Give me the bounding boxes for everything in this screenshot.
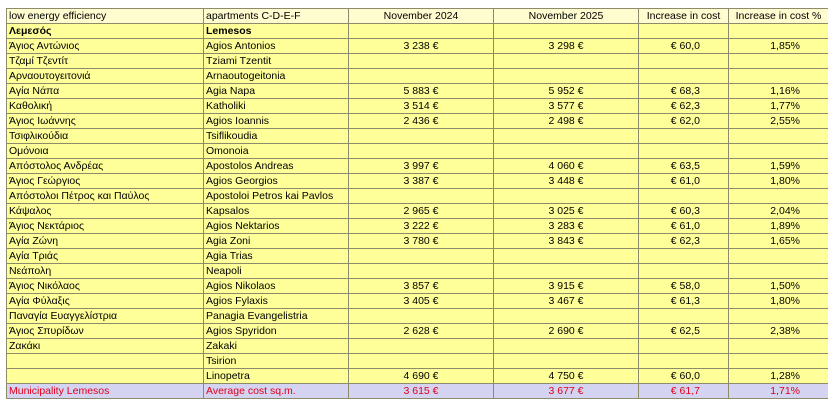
cell-nov2024[interactable] [349, 339, 494, 354]
cell-increase[interactable] [639, 144, 729, 159]
cell-increase[interactable]: € 61,0 [639, 219, 729, 234]
header-greek[interactable]: low energy efficiency [7, 9, 204, 24]
cell-nov2024[interactable]: 2 628 € [349, 324, 494, 339]
cell-nov2025[interactable] [494, 264, 639, 279]
header-nov2024[interactable]: November 2024 [349, 9, 494, 24]
cell-nov2024[interactable] [349, 264, 494, 279]
cell-latin[interactable]: Panagia Evangelistria [204, 309, 349, 324]
table-row [7, 114, 829, 129]
cell-increase-pct[interactable] [729, 54, 829, 69]
cell-greek[interactable]: Ομόνοια [7, 144, 204, 159]
cell-latin[interactable]: Agia Zoni [204, 234, 349, 249]
cell-increase-pct[interactable] [729, 144, 829, 159]
cell-latin[interactable]: Agios Ioannis [204, 114, 349, 129]
cell-latin[interactable]: Tziami Tzentit [204, 54, 349, 69]
cell-latin[interactable]: Apostolos Andreas [204, 159, 349, 174]
cell-greek[interactable]: Αγία Τριάς [7, 249, 204, 264]
table-row [7, 369, 829, 384]
cell-nov2024[interactable]: 3 222 € [349, 219, 494, 234]
cell-increase[interactable]: € 62,3 [639, 99, 729, 114]
cell-nov2024[interactable]: 3 997 € [349, 159, 494, 174]
cell-nov2024[interactable] [349, 309, 494, 324]
cell-increase-pct[interactable]: 1,77% [729, 99, 829, 114]
table-row [7, 129, 829, 144]
cell-increase-pct[interactable] [729, 69, 829, 84]
cell-latin[interactable]: Tsiflikoudia [204, 129, 349, 144]
cell-increase[interactable] [639, 339, 729, 354]
cell-nov2024[interactable] [349, 354, 494, 369]
empty-cell[interactable] [639, 24, 729, 39]
cell-greek[interactable]: Απόστολος Ανδρέας [7, 159, 204, 174]
table-row [7, 69, 829, 84]
cell-increase-pct[interactable] [729, 249, 829, 264]
cell-greek[interactable] [7, 354, 204, 369]
cell-nov2024[interactable] [349, 144, 494, 159]
cell-increase[interactable] [639, 264, 729, 279]
table-row [7, 174, 829, 189]
cell-increase-pct[interactable] [729, 129, 829, 144]
cell-increase[interactable] [639, 69, 729, 84]
header-row [7, 9, 829, 24]
total-cell-increase[interactable]: € 61,7 [639, 384, 729, 399]
cell-nov2024[interactable] [349, 249, 494, 264]
cell-increase[interactable] [639, 189, 729, 204]
cell-greek[interactable] [7, 369, 204, 384]
cell-nov2025[interactable] [494, 339, 639, 354]
cell-increase[interactable]: € 68,3 [639, 84, 729, 99]
cell-increase[interactable] [639, 354, 729, 369]
table-row [7, 234, 829, 249]
cell-latin[interactable]: Agios Nikolaos [204, 279, 349, 294]
cost-table [6, 8, 828, 399]
cell-increase-pct[interactable]: 1,28% [729, 369, 829, 384]
empty-cell[interactable] [349, 24, 494, 39]
cell-nov2025[interactable] [494, 189, 639, 204]
table-row [7, 159, 829, 174]
cell-latin[interactable]: Agia Trias [204, 249, 349, 264]
cell-nov2025[interactable] [494, 354, 639, 369]
cell-increase-pct[interactable] [729, 339, 829, 354]
cell-greek[interactable]: Απόστολοι Πέτρος και Παύλος [7, 189, 204, 204]
cell-latin[interactable]: Agios Spyridon [204, 324, 349, 339]
cell-nov2025[interactable] [494, 249, 639, 264]
cell-increase[interactable]: € 60,0 [639, 39, 729, 54]
cell-latin[interactable]: Zakaki [204, 339, 349, 354]
header-nov2025[interactable]: November 2025 [494, 9, 639, 24]
cell-greek[interactable]: Ζακάκι [7, 339, 204, 354]
spreadsheet [6, 0, 828, 408]
cell-greek[interactable]: Παναγία Ευαγγελίστρια [7, 309, 204, 324]
cell-greek[interactable]: Άγιος Αντώνιος [7, 39, 204, 54]
table-row [7, 219, 829, 234]
total-row [7, 384, 829, 399]
cell-increase[interactable]: € 62,5 [639, 324, 729, 339]
cell-nov2024[interactable]: 3 780 € [349, 234, 494, 249]
cell-increase-pct[interactable] [729, 309, 829, 324]
total-cell-nov2025[interactable]: 3 677 € [494, 384, 639, 399]
total-cell-latin[interactable]: Average cost sq.m. [204, 384, 349, 399]
cell-greek[interactable]: Αγία Ζώνη [7, 234, 204, 249]
cell-nov2025[interactable] [494, 54, 639, 69]
cell-nov2024[interactable]: 3 857 € [349, 279, 494, 294]
table-row [7, 189, 829, 204]
cell-latin[interactable]: Linopetra [204, 369, 349, 384]
table-row [7, 39, 829, 54]
cell-nov2024[interactable]: 4 690 € [349, 369, 494, 384]
cell-latin[interactable]: Kapsalos [204, 204, 349, 219]
cell-increase[interactable]: € 60,0 [639, 369, 729, 384]
total-cell-greek[interactable]: Municipality Lemesos [7, 384, 204, 399]
total-cell-increase-pct[interactable]: 1,71% [729, 384, 829, 399]
cell-nov2025[interactable] [494, 129, 639, 144]
cell-greek[interactable]: Κάψαλος [7, 204, 204, 219]
cell-greek[interactable]: Άγιος Νικόλαος [7, 279, 204, 294]
cell-nov2025[interactable] [494, 144, 639, 159]
cell-nov2024[interactable]: 5 883 € [349, 84, 494, 99]
cell-greek[interactable]: Τζαμί Τζεντίτ [7, 54, 204, 69]
total-cell-nov2024[interactable]: 3 615 € [349, 384, 494, 399]
cell-increase-pct[interactable]: 1,85% [729, 39, 829, 54]
table-row [7, 84, 829, 99]
cell-nov2024[interactable]: 2 965 € [349, 204, 494, 219]
cell-increase-pct[interactable] [729, 264, 829, 279]
cell-increase-pct[interactable]: 2,55% [729, 114, 829, 129]
region-greek[interactable]: Λεμεσός [7, 24, 204, 39]
cell-greek[interactable]: Αρναουτογειτονιά [7, 69, 204, 84]
cell-increase[interactable]: € 62,0 [639, 114, 729, 129]
cell-nov2024[interactable] [349, 69, 494, 84]
cell-nov2024[interactable] [349, 54, 494, 69]
table-row [7, 54, 829, 69]
table-row [7, 144, 829, 159]
cell-latin[interactable]: Omonoia [204, 144, 349, 159]
cropped-row-above [6, 0, 828, 8]
cell-nov2024[interactable]: 2 436 € [349, 114, 494, 129]
header-increase[interactable]: Increase in cost [639, 9, 729, 24]
cell-nov2025[interactable] [494, 69, 639, 84]
cell-increase-pct[interactable]: 2,38% [729, 324, 829, 339]
cell-increase-pct[interactable] [729, 189, 829, 204]
cell-increase[interactable] [639, 54, 729, 69]
cell-greek[interactable]: Άγιος Ιωάννης [7, 114, 204, 129]
cell-nov2025[interactable]: 3 577 € [494, 99, 639, 114]
table-row [7, 264, 829, 279]
table-row [7, 354, 829, 369]
table-row [7, 204, 829, 219]
cell-nov2025[interactable]: 3 915 € [494, 279, 639, 294]
cell-increase[interactable]: € 61,0 [639, 174, 729, 189]
cell-nov2025[interactable]: 3 283 € [494, 219, 639, 234]
cell-latin[interactable]: Agios Georgios [204, 174, 349, 189]
cell-nov2025[interactable]: 4 060 € [494, 159, 639, 174]
cell-latin[interactable]: Tsirion [204, 354, 349, 369]
cell-nov2025[interactable]: 3 467 € [494, 294, 639, 309]
cell-nov2025[interactable]: 3 448 € [494, 174, 639, 189]
cell-greek[interactable]: Καθολική [7, 99, 204, 114]
cell-latin[interactable]: Katholiki [204, 99, 349, 114]
cell-increase-pct[interactable]: 1,59% [729, 159, 829, 174]
cell-increase[interactable] [639, 129, 729, 144]
cell-greek[interactable]: Άγιος Γεώργιος [7, 174, 204, 189]
table-row [7, 249, 829, 264]
cell-greek[interactable]: Άγιος Νεκτάριος [7, 219, 204, 234]
cell-greek[interactable]: Αγία Φύλαξις [7, 294, 204, 309]
cell-nov2024[interactable]: 3 387 € [349, 174, 494, 189]
empty-cell[interactable] [729, 24, 829, 39]
cell-increase-pct[interactable]: 1,50% [729, 279, 829, 294]
cell-increase[interactable]: € 62,3 [639, 234, 729, 249]
cell-greek[interactable]: Νεάπολη [7, 264, 204, 279]
cell-greek[interactable]: Αγία Νάπα [7, 84, 204, 99]
cell-increase-pct[interactable] [729, 354, 829, 369]
cell-increase[interactable]: € 58,0 [639, 279, 729, 294]
cell-increase-pct[interactable]: 1,80% [729, 174, 829, 189]
cell-nov2024[interactable] [349, 189, 494, 204]
cell-increase[interactable]: € 63,5 [639, 159, 729, 174]
header-latin[interactable]: apartments C-D-E-F [204, 9, 349, 24]
cell-increase-pct[interactable]: 1,65% [729, 234, 829, 249]
empty-cell[interactable] [494, 24, 639, 39]
cell-nov2025[interactable]: 4 750 € [494, 369, 639, 384]
cell-latin[interactable]: Arnaoutogeitonia [204, 69, 349, 84]
cell-increase[interactable]: € 61,3 [639, 294, 729, 309]
cell-greek[interactable]: Τσιφλικούδια [7, 129, 204, 144]
region-row [7, 24, 829, 39]
cell-increase[interactable] [639, 309, 729, 324]
cell-latin[interactable]: Apostoloi Petros kai Pavlos [204, 189, 349, 204]
cell-latin[interactable]: Agios Fylaxis [204, 294, 349, 309]
cell-increase[interactable] [639, 249, 729, 264]
region-latin[interactable]: Lemesos [204, 24, 349, 39]
table-body [7, 9, 829, 399]
table-row [7, 279, 829, 294]
table-row [7, 99, 829, 114]
cell-increase[interactable]: € 60,3 [639, 204, 729, 219]
cell-increase-pct[interactable]: 1,16% [729, 84, 829, 99]
cell-latin[interactable]: Neapoli [204, 264, 349, 279]
cell-latin[interactable]: Agios Antonios [204, 39, 349, 54]
cell-nov2025[interactable]: 2 498 € [494, 114, 639, 129]
table-row [7, 339, 829, 354]
cell-nov2025[interactable]: 3 025 € [494, 204, 639, 219]
cell-nov2025[interactable]: 5 952 € [494, 84, 639, 99]
cell-latin[interactable]: Agia Napa [204, 84, 349, 99]
cell-nov2025[interactable] [494, 309, 639, 324]
header-increase-pct[interactable]: Increase in cost % [729, 9, 829, 24]
cell-increase-pct[interactable]: 2,04% [729, 204, 829, 219]
cell-latin[interactable]: Agios Nektarios [204, 219, 349, 234]
cell-greek[interactable]: Άγιος Σπυρίδων [7, 324, 204, 339]
cell-nov2024[interactable] [349, 129, 494, 144]
cell-nov2025[interactable]: 3 298 € [494, 39, 639, 54]
table-row [7, 324, 829, 339]
table-row [7, 309, 829, 324]
cell-nov2024[interactable]: 3 405 € [349, 294, 494, 309]
table-row [7, 294, 829, 309]
cell-increase-pct[interactable]: 1,80% [729, 294, 829, 309]
cell-nov2025[interactable]: 2 690 € [494, 324, 639, 339]
cell-nov2024[interactable]: 3 514 € [349, 99, 494, 114]
cell-nov2024[interactable]: 3 238 € [349, 39, 494, 54]
cell-nov2025[interactable]: 3 843 € [494, 234, 639, 249]
cell-increase-pct[interactable]: 1,89% [729, 219, 829, 234]
